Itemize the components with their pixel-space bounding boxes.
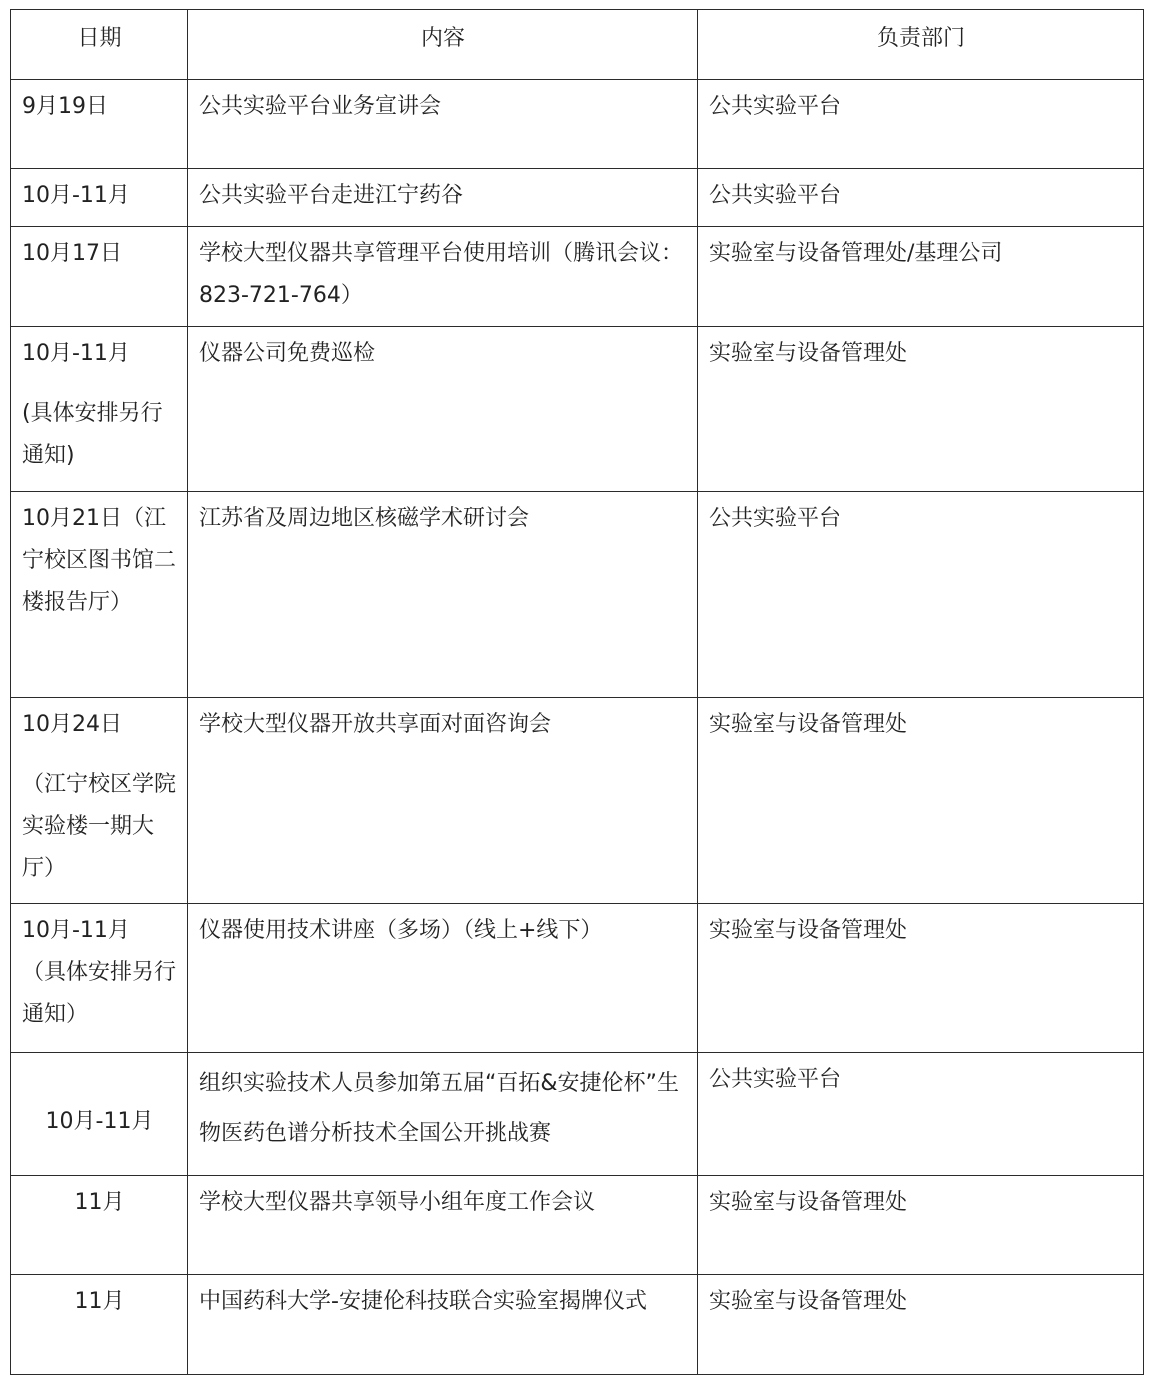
row-content: 学校大型仪器共享管理平台使用培训（腾讯会议：823-721-764） <box>188 227 698 327</box>
row-content: 仪器使用技术讲座（多场）（线上+线下） <box>188 904 698 1053</box>
row-date <box>11 227 188 327</box>
row-content: 组织实验技术人员参加第五届“百拓&安捷伦杯”生物医药色谱分析技术全国公开挑战赛 <box>188 1053 698 1176</box>
row-date <box>11 169 188 227</box>
header-date: 日期 <box>11 10 188 80</box>
table-row <box>11 80 1144 169</box>
date-line: （具体安排另行通知） <box>22 960 177 1027</box>
row-department: 实验室与设备管理处 <box>698 904 1144 1053</box>
date-line: (具体安排另行通知) <box>22 401 163 468</box>
row-content: 中国药科大学-安捷伦科技联合实验室揭牌仪式 <box>188 1275 698 1375</box>
row-department: 实验室与设备管理处/基理公司 <box>698 227 1144 327</box>
row-date <box>11 1176 188 1275</box>
row-department: 公共实验平台 <box>698 80 1144 169</box>
date-line: 10月24日 <box>22 712 122 737</box>
date-line: 11月 <box>74 1190 125 1215</box>
row-department: 实验室与设备管理处 <box>698 1176 1144 1275</box>
header-content: 内容 <box>188 10 698 80</box>
row-department: 实验室与设备管理处 <box>698 698 1144 904</box>
table-header-row <box>11 10 1144 80</box>
row-content: 学校大型仪器开放共享面对面咨询会 <box>188 698 698 904</box>
table-row <box>11 1053 1144 1176</box>
row-content: 公共实验平台业务宣讲会 <box>188 80 698 169</box>
header-department: 负责部门 <box>698 10 1144 80</box>
table-row <box>11 1176 1144 1275</box>
table-row <box>11 169 1144 227</box>
table-row <box>11 327 1144 492</box>
schedule-table <box>10 9 1144 1375</box>
table-row <box>11 698 1144 904</box>
row-date <box>11 904 188 1053</box>
row-date <box>11 698 188 904</box>
table-row <box>11 1275 1144 1375</box>
date-line: 10月-11月 <box>22 341 130 366</box>
table-row <box>11 227 1144 327</box>
row-department: 实验室与设备管理处 <box>698 327 1144 492</box>
row-department: 公共实验平台 <box>698 492 1144 698</box>
row-department: 公共实验平台 <box>698 1053 1144 1176</box>
date-line: 11月 <box>74 1289 125 1314</box>
row-content: 公共实验平台走进江宁药谷 <box>188 169 698 227</box>
date-line: 9月19日 <box>22 94 108 119</box>
row-content: 江苏省及周边地区核磁学术研讨会 <box>188 492 698 698</box>
date-line: 10月-11月 <box>22 183 130 208</box>
date-line: （江宁校区学院实验楼一期大厅） <box>22 772 177 881</box>
row-date <box>11 1275 188 1375</box>
date-line: 10月-11月 <box>22 918 130 943</box>
row-content: 学校大型仪器共享领导小组年度工作会议 <box>188 1176 698 1275</box>
row-department: 实验室与设备管理处 <box>698 1275 1144 1375</box>
row-date <box>11 1053 188 1176</box>
date-line: 10月17日 <box>22 241 122 266</box>
row-date <box>11 492 188 698</box>
row-content: 仪器公司免费巡检 <box>188 327 698 492</box>
table-row <box>11 904 1144 1053</box>
row-date <box>11 80 188 169</box>
row-date <box>11 327 188 492</box>
date-line: 10月-11月 <box>45 1109 154 1134</box>
date-line: 10月21日（江宁校区图书馆二楼报告厅） <box>22 506 177 615</box>
row-department: 公共实验平台 <box>698 169 1144 227</box>
table-row <box>11 492 1144 698</box>
